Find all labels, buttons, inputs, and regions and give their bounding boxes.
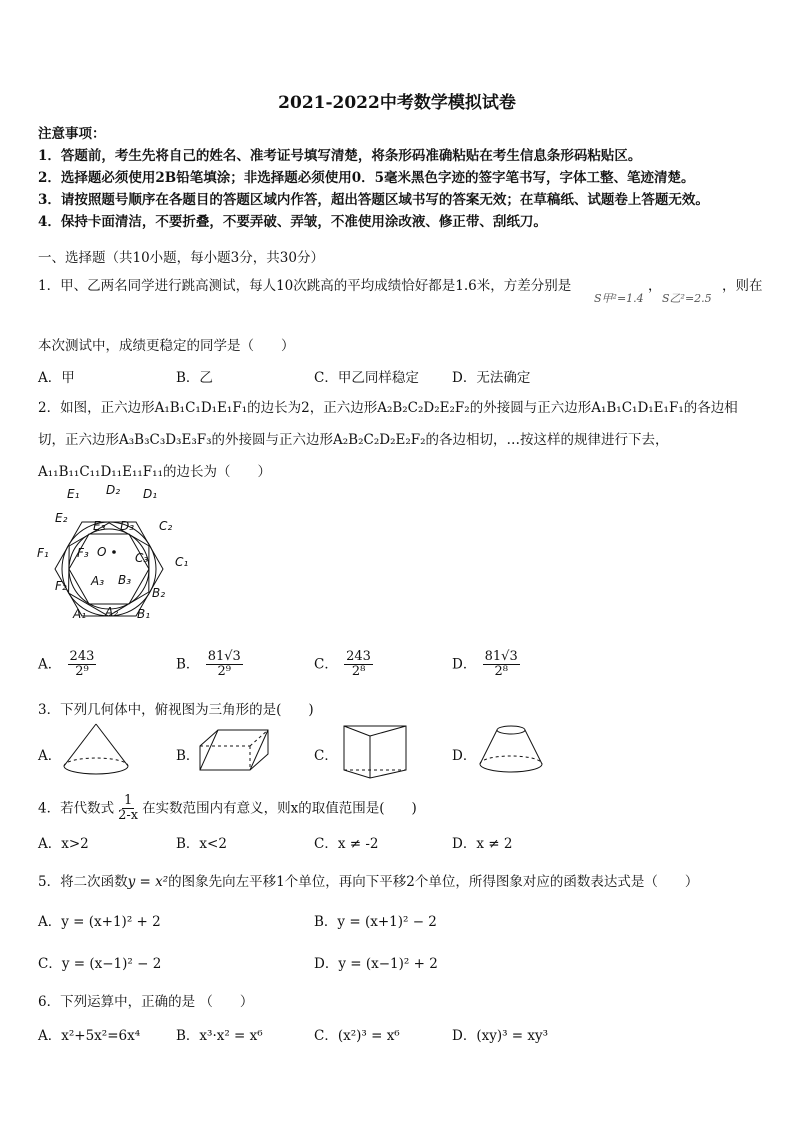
label-b3: B₃ [118,573,132,587]
q5-option-d[interactable]: D．y = (x−1)² + 2 [314,956,438,972]
label-a3: A₃ [91,574,105,588]
triangular-prism-lying-figure [198,724,270,776]
q5-option-b[interactable]: B．y = (x+1)² − 2 [314,914,437,930]
q4-stem: 4．若代数式 $\frac{1}{2-x}$ 在实数范围内有意义，则x的取值范围是( ) [38,793,417,824]
q1-sep: ， [648,278,662,294]
q4-option-c[interactable]: C．x ≠ -2 [314,836,379,852]
q6-option-c[interactable]: C．(x²)³ = x⁶ [314,1028,400,1044]
cone-figure [62,722,132,778]
hexagon-1 [55,522,166,616]
q1-stem: 1．甲、乙两名同学进行跳高测试，每人10次跳高的平均成绩恰好都是1.6米，方差分别是 [38,278,572,294]
q2-option-b[interactable]: B． $\frac{81√3}{\text{2⁹}}$ [176,649,241,680]
notice-item-4: 4．保持卡面清洁，不要折叠，不要弄破、弄皱，不准使用涂改液、修正带、刮纸刀。 [38,214,547,230]
circle-1 [62,522,156,616]
label-e2: E₂ [55,511,68,525]
q5-stem: 5．将二次函数y = x²的图象先向左平移1个单位，再向下平移2个单位，所得图象对应的函数表达式是（ ） [38,874,699,890]
q6-option-d[interactable]: D．(xy)³ = xy³ [452,1028,549,1044]
label-d3: D₃ [120,519,135,533]
q3-option-a[interactable]: A． [38,748,62,764]
label-f1: F₁ [37,546,49,560]
q3-stem: 3．下列几何体中，俯视图为三角形的是( ) [38,702,314,718]
label-b2: B₂ [152,586,166,600]
q2-option-c[interactable]: C． $\frac{243}{\text{2⁸}}$ [314,649,371,680]
notice-item-1: 1．答题前，考生先将自己的姓名、准考证号填写清楚，将条形码准确粘贴在考生信息条形码粘贴区。 [38,148,642,164]
q1-stem-2: 本次测试中，成绩更稳定的同学是（ ） [38,338,295,354]
label-b1: B₁ [137,607,151,621]
q1-option-a[interactable]: A．甲 [38,370,75,386]
center-point [112,550,116,554]
q1-option-b[interactable]: B．乙 [176,370,213,386]
q1-stem-end: ，则在 [722,278,763,294]
q2-option-d[interactable]: D． $\frac{81√3}{\text{2⁸}}$ [452,649,518,680]
circle-2 [69,529,149,609]
label-a1: A₁ [73,607,87,621]
q4-option-a[interactable]: A．x>2 [38,836,89,852]
q2-option-a[interactable]: A． $\frac{243}{\text{2⁹}}$ [38,649,95,680]
label-d2: D₂ [106,483,121,497]
notice-item-2: 2．选择题必须使用2B铅笔填涂；非选择题必须使用0．5毫米黑色字迹的签字笔书写，字体工整、笔迹清楚。 [38,170,695,186]
q5-option-c[interactable]: C．y = (x−1)² − 2 [38,956,162,972]
q2-line-3: A₁₁B₁₁C₁₁D₁₁E₁₁F₁₁的边长为（ ） [38,464,271,480]
hexagon-figure [35,482,195,624]
q1-variance-a: S甲²=1.4 [594,292,644,305]
q5-option-a[interactable]: A．y = (x+1)² + 2 [38,914,161,930]
q2-line-2: 切，正六边形A₃B₃C₃D₃E₃F₃的外接圆与正六边形A₂B₂C₂D₂E₂F₂的各边相切，…按这样的规律进行下去， [38,432,669,448]
label-f3: F₃ [77,546,89,560]
q4-fraction: $\frac{1}{2-x}$ [118,793,139,824]
label-e3: E₃ [93,519,106,533]
label-c1: C₁ [175,555,189,569]
label-c3: C₃ [135,551,149,565]
q1-variance-b: S乙²=2.5 [662,292,712,305]
label-e1: E₁ [67,487,80,501]
section-heading: 一、选择题（共10小题，每小题3分，共30分） [38,250,324,266]
label-o: O [97,545,107,559]
q3-option-b[interactable]: B． [176,748,200,764]
q4-option-b[interactable]: B．x<2 [176,836,227,852]
label-d1: D₁ [143,487,158,501]
q4-option-d[interactable]: D．x ≠ 2 [452,836,513,852]
hexagon-3 [69,534,149,604]
q1-option-c[interactable]: C．甲乙同样稳定 [314,370,419,386]
notice-heading: 注意事项： [38,126,106,142]
q1-option-d[interactable]: D．无法确定 [452,370,531,386]
page-title: 2021-2022中考数学模拟试卷 [278,93,516,113]
label-a2: A₂ [105,605,119,619]
q2-line-1: 2．如图，正六边形A₁B₁C₁D₁E₁F₁的边长为2，正六边形A₂B₂C₂D₂E₂F₂的外接圆与正六边形A₁B₁C₁D₁E₁F₁的各边相 [38,400,738,416]
q3-option-d[interactable]: D． [452,748,477,764]
label-c2: C₂ [159,519,173,533]
q6-stem: 6．下列运算中，正确的是 （ ） [38,994,254,1010]
notice-item-3: 3．请按照题号顺序在各题目的答题区域内作答，超出答题区域书写的答案无效；在草稿纸、试题卷上答题无效。 [38,192,709,208]
q3-option-c[interactable]: C． [314,748,338,764]
triangular-prism-standing-figure [340,720,412,780]
label-f2: F₂ [55,579,67,593]
q6-option-b[interactable]: B．x³·x² = x⁶ [176,1028,263,1044]
q6-option-a[interactable]: A．x²+5x²=6x⁴ [38,1028,141,1044]
frustum-figure [478,724,544,776]
